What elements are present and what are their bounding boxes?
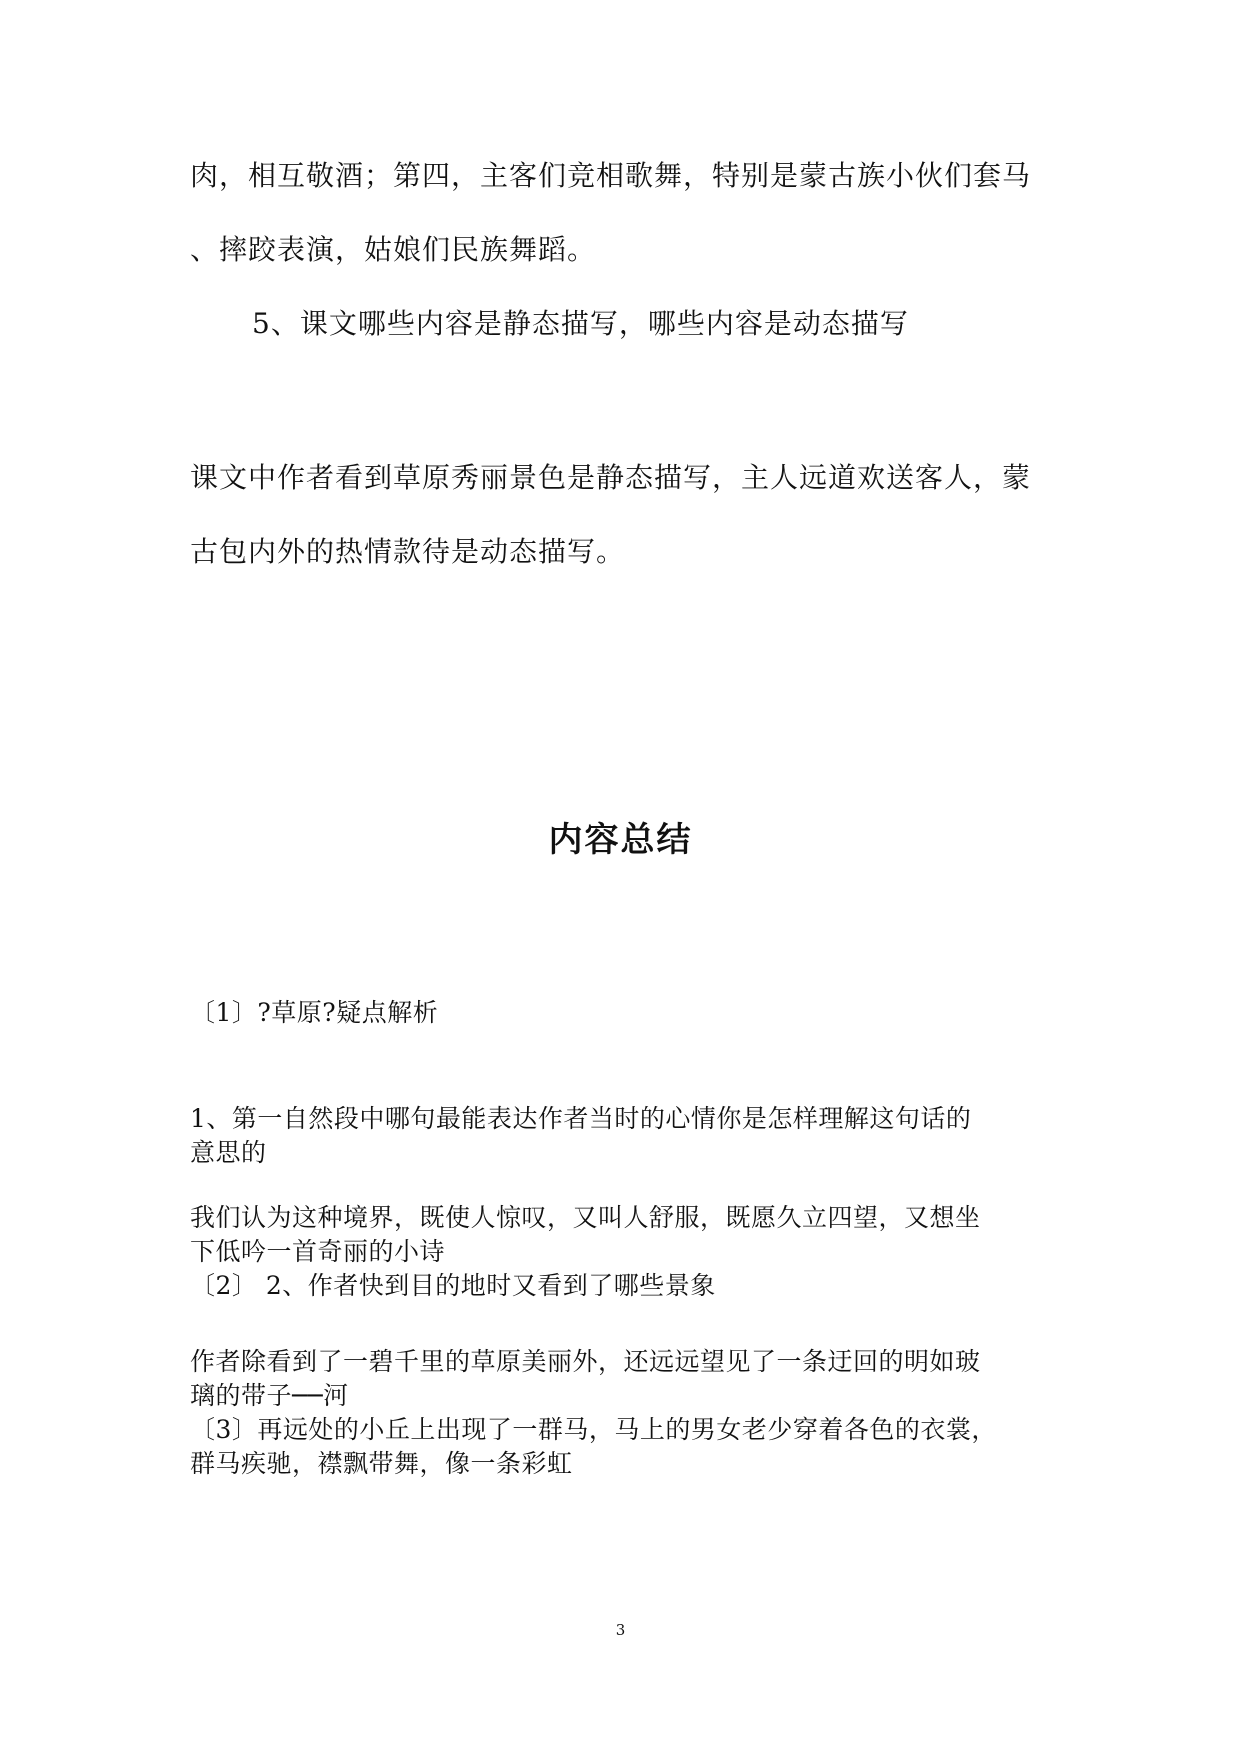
question-5: 5、课文哪些内容是静态描写，哪些内容是动态描写 <box>252 307 909 340</box>
paragraph-line: 、摔跤表演，姑娘们民族舞蹈。 <box>190 233 597 266</box>
question-2: 〔2〕 2、作者快到目的地时又看到了哪些景象 <box>190 1271 716 1300</box>
paragraph-line: 肉，相互敬酒；第四，主客们竞相歌舞，特别是蒙古族小伙们套马 <box>190 159 1032 192</box>
paragraph-3-line: 群马疾驰，襟飘带舞，像一条彩虹 <box>190 1449 573 1478</box>
answer-line: 古包内外的热情款待是动态描写。 <box>190 535 626 568</box>
answer-1-line: 下低吟一首奇丽的小诗 <box>190 1237 446 1266</box>
answer-2-line: 璃的带子──河 <box>190 1381 349 1410</box>
question-1-line: 意思的 <box>190 1138 267 1167</box>
answer-line: 课文中作者看到草原秀丽景色是静态描写，主人远道欢送客人，蒙 <box>190 461 1032 494</box>
paragraph-3-line: 〔3〕再远处的小丘上出现了一群马，马上的男女老少穿着各色的衣裳， <box>190 1415 997 1444</box>
answer-2-line: 作者除看到了一碧千里的草原美丽外，还远远望见了一条迂回的明如玻 <box>190 1347 981 1376</box>
answer-1-line: 我们认为这种境界，既使人惊叹，又叫人舒服，既愿久立四望，又想坐 <box>190 1203 981 1232</box>
page-number: 3 <box>615 1621 626 1639</box>
section-title: 内容总结 <box>548 820 693 860</box>
summary-heading: 〔1〕?草原?疑点解析 <box>190 998 439 1027</box>
question-1-line: 1、第一自然段中哪句最能表达作者当时的心情你是怎样理解这句话的 <box>190 1104 972 1133</box>
